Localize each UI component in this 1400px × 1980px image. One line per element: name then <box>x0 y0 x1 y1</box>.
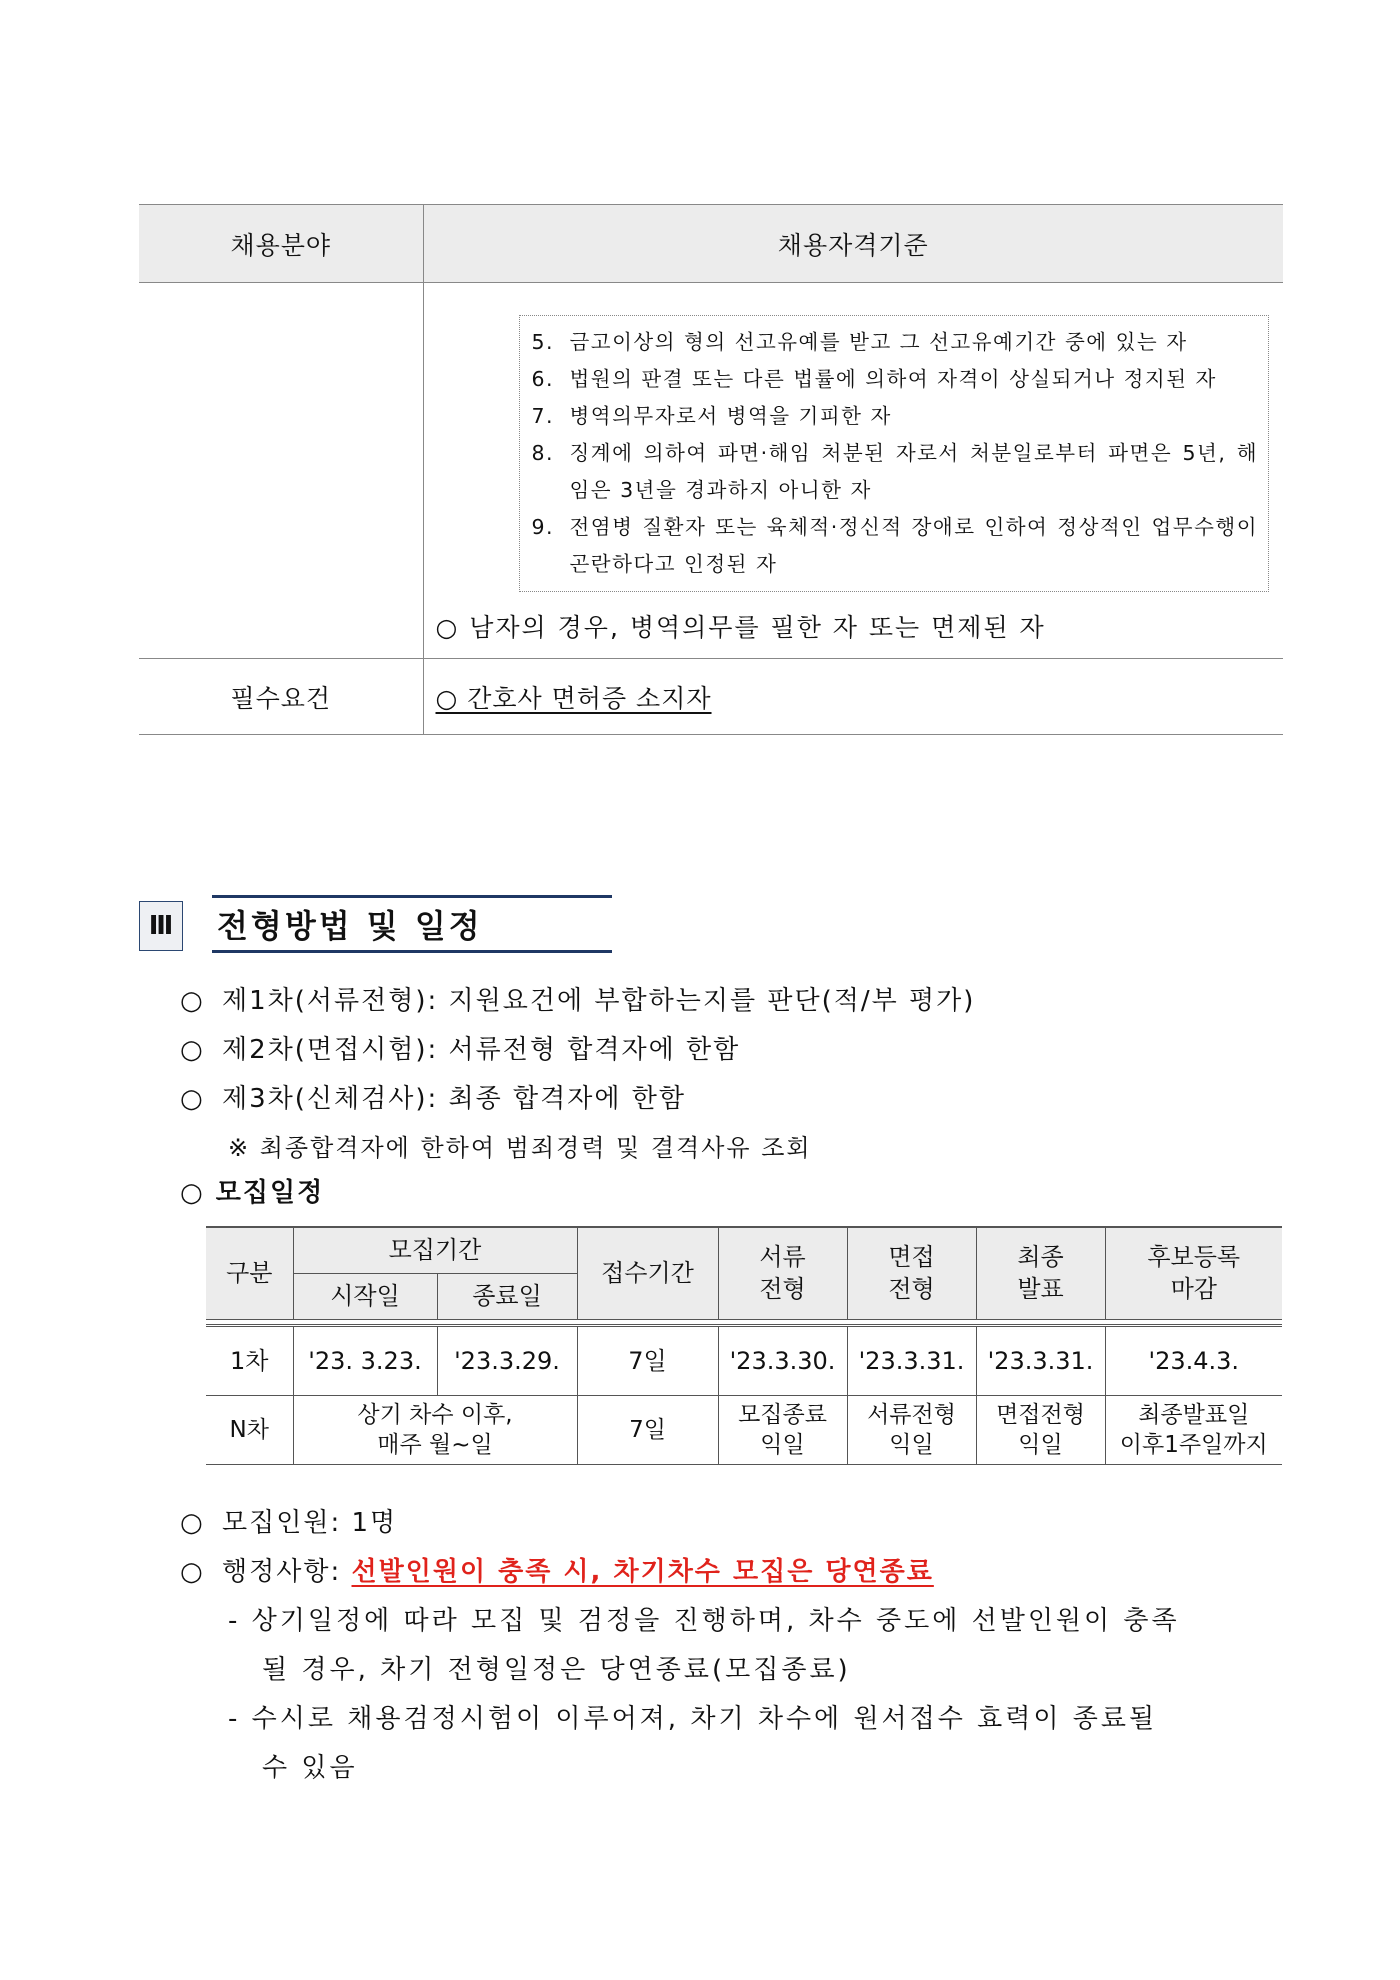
col-recruit-period: 모집기간 <box>293 1227 577 1273</box>
circle-bullet-icon: ○ <box>180 1557 205 1587</box>
military-requirement: ○ 남자의 경우, 병역의무를 필한 자 또는 면제된 자 <box>435 613 1046 642</box>
header-field: 채용분야 <box>139 205 423 283</box>
circle-bullet-icon: ○ <box>180 1084 205 1114</box>
disqualification-item: 6. 법원의 판결 또는 다른 법률에 의하여 자격이 상실되거나 정지된 자 <box>531 367 1217 391</box>
step-item: ○ 제2차(면접시험): 서류전형 합격자에 한함 <box>180 1035 741 1065</box>
schedule-title: ○ 모집일정 <box>180 1178 325 1208</box>
header-qualification: 채용자격기준 <box>423 205 1283 283</box>
qualification-cell <box>423 283 1283 659</box>
schedule-table <box>206 1226 1282 1465</box>
admin-note: - 수시로 채용검정시험이 이루어져, 차기 차수에 원서접수 효력이 종료될 <box>228 1704 1158 1734</box>
disqualification-item: 9. 전염병 질환자 또는 육체적·정신적 장애로 인하여 정상적인 업무수행이 곤란하다고 인정된 자 <box>531 515 1258 576</box>
circle-bullet-icon: ○ <box>180 1035 205 1065</box>
qualification-table <box>139 204 1283 735</box>
section-title: 전형방법 및 일정 <box>212 895 612 953</box>
disqualification-item: 8. 징계에 의하여 파면·해임 처분된 자로서 처분일로부터 파면은 5년, 해임은 3년을 경과하지 아니한 자 <box>531 441 1258 502</box>
admin-highlight: 선발인원이 충족 시, 차기차수 모집은 당연종료 <box>351 1557 934 1587</box>
col-final: 최종 발표 <box>976 1227 1105 1319</box>
step-item: ○ 제3차(신체검사): 최종 합격자에 한함 <box>180 1084 687 1114</box>
disqualification-item: 7. 병역의무자로서 병역을 기피한 자 <box>531 404 892 428</box>
step-note: ※ 최종합격자에 한하여 범죄경력 및 결격사유 조회 <box>228 1134 812 1162</box>
step-item: ○ 제1차(서류전형): 지원요건에 부합하는지를 판단(적/부 평가) <box>180 986 976 1016</box>
col-division: 구분 <box>206 1227 293 1319</box>
circle-bullet-icon: ○ <box>180 986 205 1016</box>
disqualification-item: 5. 금고이상의 형의 선고유예를 받고 그 선고유예기간 중에 있는 자 <box>531 330 1188 354</box>
table-row: 1차 '23. 3.23. '23.3.29. 7일 '23.3.30. '23.3.31. '23.3.31. '23.4.3. <box>206 1325 1282 1395</box>
circle-bullet-icon: ○ <box>180 1508 205 1538</box>
must-label: 필수요건 <box>139 659 423 735</box>
must-value-cell <box>423 659 1283 735</box>
section-number: Ⅲ <box>139 901 183 951</box>
admin-note: - 상기일정에 따라 모집 및 검정을 진행하며, 차수 중도에 선발인원이 충족 <box>228 1606 1180 1636</box>
col-document: 서류 전형 <box>718 1227 847 1319</box>
disqualification-box <box>519 315 1270 592</box>
admin-note-cont: 수 있음 <box>262 1753 358 1783</box>
col-start: 시작일 <box>293 1273 437 1319</box>
admin-note-cont: 될 경우, 차기 전형일정은 당연종료(모집종료) <box>262 1655 851 1685</box>
col-interview: 면접 전형 <box>847 1227 976 1319</box>
field-empty-cell <box>139 283 423 659</box>
col-registration: 후보등록 마감 <box>1105 1227 1282 1319</box>
admin-notice: ○ 행정사항: 선발인원이 충족 시, 차기차수 모집은 당연종료 <box>180 1557 934 1587</box>
table-row: N차 상기 차수 이후, 매주 월~일 7일 모집종료 익일 서류전형 익일 면접전형 익일 최종발표일 이후1주일까지 <box>206 1395 1282 1464</box>
col-end: 종료일 <box>437 1273 577 1319</box>
must-value: ○ 간호사 면허증 소지자 <box>435 683 712 713</box>
col-receipt: 접수기간 <box>577 1227 718 1319</box>
headcount: ○ 모집인원: 1명 <box>180 1508 398 1538</box>
